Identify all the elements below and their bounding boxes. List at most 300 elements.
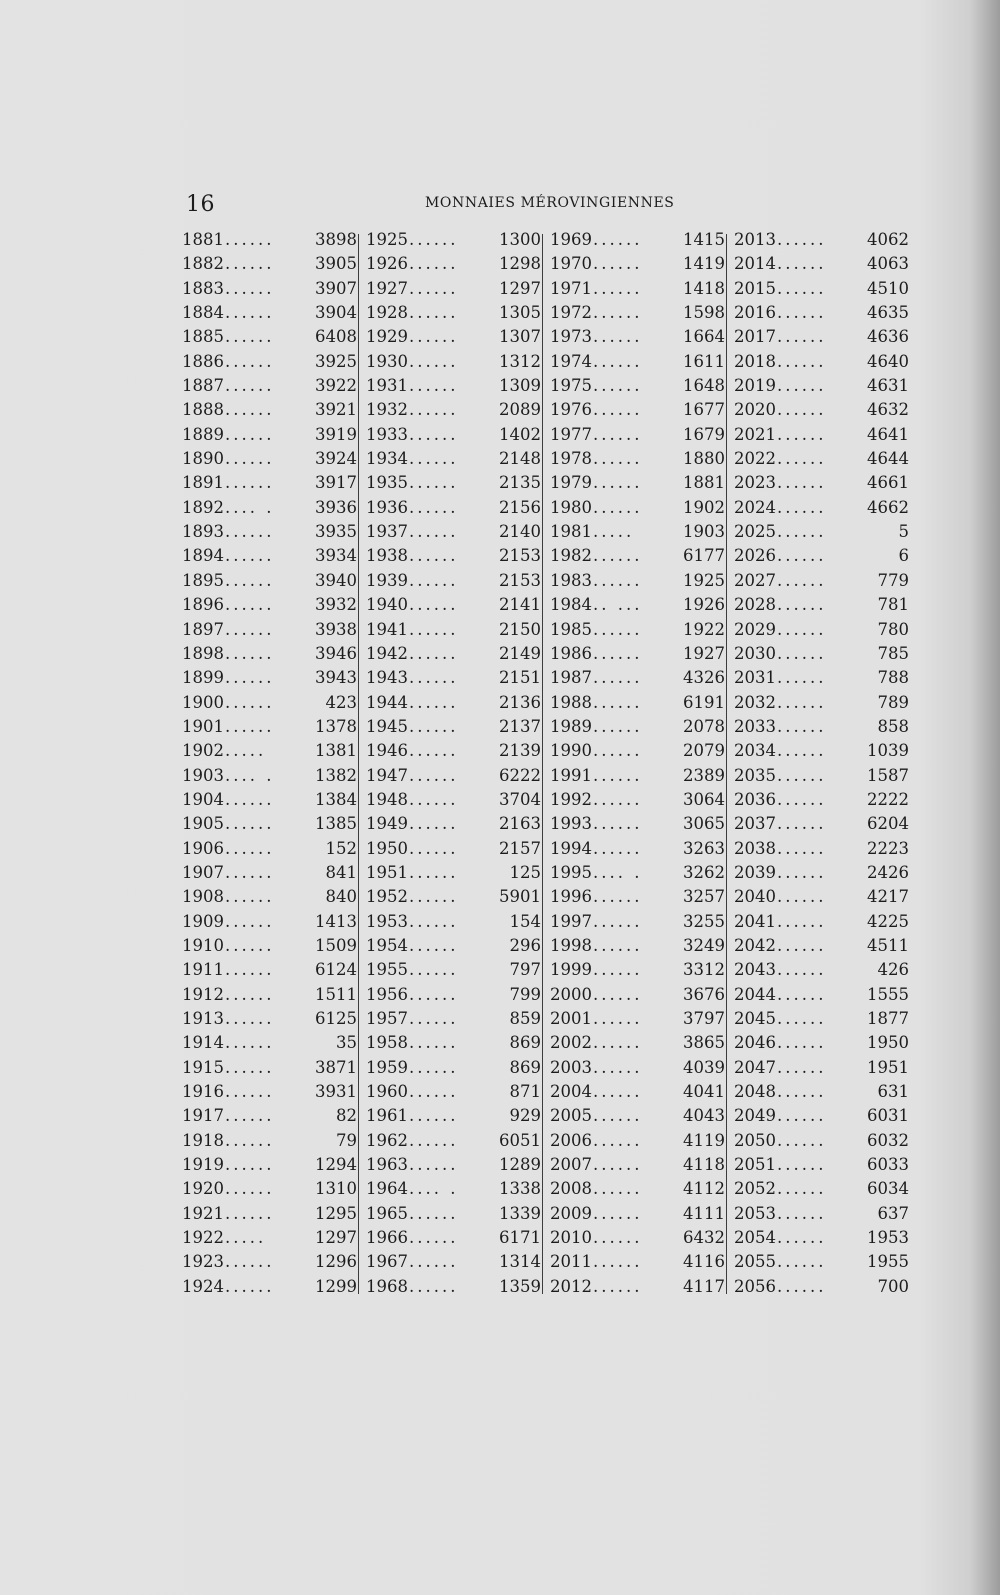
entry-number: 2018 [734,351,776,371]
catalogue-number: 3907 [315,278,357,298]
entry-number: 2042 [734,935,776,955]
catalogue-number: 2135 [499,473,541,493]
table-row [734,1106,909,1130]
catalogue-number: 4662 [867,497,909,517]
catalogue-number: 869 [509,1033,541,1053]
leader-dots: ...... [409,303,459,323]
entry-number: 2009 [550,1203,592,1223]
catalogue-number: 4117 [683,1276,725,1296]
entry-number: 1925 [366,230,408,249]
entry-number: 2055 [734,1252,776,1272]
entry-number: 1994 [550,838,592,858]
catalogue-number: 6177 [683,546,725,566]
catalogue-number: 788 [877,668,909,688]
entry-number: 1905 [182,814,224,834]
entry-number: 2010 [550,1228,592,1248]
table-row [550,693,725,717]
table-row [366,741,541,765]
table-row [366,1228,541,1252]
catalogue-number: 1926 [683,595,725,615]
table-row [182,473,357,497]
table-row [734,863,909,887]
leader-dots: ...... [409,424,459,444]
catalogue-number: 785 [877,643,909,663]
leader-dots: ...... [777,1082,827,1102]
catalogue-number: 3932 [315,595,357,615]
catalogue-number: 1299 [315,1276,357,1296]
entry-number: 1979 [550,473,592,493]
catalogue-number: 3919 [315,424,357,444]
table-row [734,912,909,936]
table-row [734,449,909,473]
leader-dots: ...... [409,1228,459,1248]
table-row [366,668,541,692]
leader-dots: ...... [409,522,459,542]
entry-number: 1918 [182,1130,224,1150]
table-row [550,254,725,278]
catalogue-number: 4217 [867,887,909,907]
catalogue-number: 1289 [499,1155,541,1175]
table-row [182,814,357,838]
table-row [550,814,725,838]
catalogue-number: 3865 [683,1033,725,1053]
entry-number: 1991 [550,765,592,785]
entry-number: 2021 [734,424,776,444]
leader-dots: ...... [593,278,643,298]
leader-dots: ...... [409,960,459,980]
entry-number: 2040 [734,887,776,907]
leader-dots: ...... [409,692,459,712]
leader-dots: ...... [409,1155,459,1175]
catalogue-number: 1413 [315,911,357,931]
table-row [182,863,357,887]
catalogue-number: 1880 [683,449,725,469]
entry-number: 1932 [366,400,408,420]
catalogue-number: 6222 [499,765,541,785]
entry-number: 1977 [550,424,592,444]
table-row [734,546,909,570]
table-column-4 [734,230,909,1301]
table-row [366,230,541,254]
catalogue-number: 1300 [499,230,541,249]
entry-number: 1903 [182,765,224,785]
entry-number: 2020 [734,400,776,420]
catalogue-number: 3065 [683,814,725,834]
catalogue-number: 797 [509,960,541,980]
entry-number: 1996 [550,887,592,907]
leader-dots: ...... [593,1252,643,1272]
entry-number: 2047 [734,1057,776,1077]
catalogue-number: 2078 [683,716,725,736]
entry-number: 1910 [182,935,224,955]
table-row [550,936,725,960]
table-row [734,741,909,765]
entry-number: 1985 [550,619,592,639]
leader-dots: ...... [777,1179,827,1199]
leader-dots: ...... [409,838,459,858]
catalogue-number: 3943 [315,668,357,688]
table-row [366,498,541,522]
entry-number: 1890 [182,449,224,469]
catalogue-number: 4225 [867,911,909,931]
entry-number: 2053 [734,1203,776,1223]
table-row [182,1082,357,1106]
table-row [366,936,541,960]
leader-dots: ...... [409,911,459,931]
table-row [734,1082,909,1106]
table-row [550,741,725,765]
catalogue-number: 4635 [867,303,909,323]
entry-number: 1909 [182,911,224,931]
catalogue-number: 4111 [683,1203,725,1223]
table-row [734,230,909,254]
leader-dots: ...... [225,960,275,980]
entry-number: 1975 [550,376,592,396]
leader-dots: ...... [593,1009,643,1028]
leader-dots: ...... [593,1155,643,1175]
catalogue-number: 1309 [499,376,541,396]
catalogue-number: 3905 [315,254,357,274]
table-row [182,887,357,911]
table-row [366,863,541,887]
leader-dots: ...... [593,303,643,323]
catalogue-number: 799 [509,984,541,1004]
entry-number: 1928 [366,303,408,323]
leader-dots: ...... [777,303,827,323]
table-row [550,1204,725,1228]
entry-number: 1968 [366,1276,408,1296]
entry-number: 2032 [734,692,776,712]
leader-dots: ...... [409,230,459,249]
entry-number: 2011 [550,1252,592,1272]
entry-number: 1921 [182,1203,224,1223]
table-row [366,1155,541,1179]
table-row [734,498,909,522]
entry-number: 1958 [366,1033,408,1053]
table-row [366,790,541,814]
leader-dots: ...... [225,1203,275,1223]
catalogue-number: 1297 [315,1228,357,1248]
catalogue-number: 3936 [315,497,357,517]
leader-dots: ...... [409,449,459,469]
catalogue-number: 4326 [683,668,725,688]
entry-number: 2026 [734,546,776,566]
catalogue-number: 5901 [499,887,541,907]
catalogue-number: 5 [898,522,909,542]
leader-dots: ...... [777,424,827,444]
entry-number: 1891 [182,473,224,493]
catalogue-number: 6 [898,546,909,566]
leader-dots: ...... [409,278,459,298]
table-row [550,1179,725,1203]
catalogue-number: 1664 [683,327,725,347]
catalogue-number: 1679 [683,424,725,444]
catalogue-number: 3262 [683,862,725,882]
table-row [550,400,725,424]
catalogue-number: 2148 [499,449,541,469]
catalogue-number: 871 [509,1082,541,1102]
table-row [550,766,725,790]
entry-number: 1953 [366,911,408,931]
leader-dots: ...... [777,1057,827,1077]
entry-number: 1982 [550,546,592,566]
entry-number: 2015 [734,278,776,298]
leader-dots: ...... [225,887,275,907]
catalogue-number: 3257 [683,887,725,907]
table-row [734,571,909,595]
leader-dots: ...... [225,1057,275,1077]
catalogue-number: 2151 [499,668,541,688]
entry-number: 1899 [182,668,224,688]
table-row [734,1131,909,1155]
table-row [550,620,725,644]
catalogue-number: 2079 [683,741,725,761]
entry-number: 1885 [182,327,224,347]
leader-dots: ...... [225,838,275,858]
catalogue-number: 1296 [315,1252,357,1272]
table-row [550,279,725,303]
leader-dots: ...... [777,838,827,858]
catalogue-number: 6033 [867,1155,909,1175]
table-row [366,644,541,668]
leader-dots: ...... [225,911,275,931]
catalogue-number: 1310 [315,1179,357,1199]
table-row [182,303,357,327]
table-row [550,303,725,327]
entry-number: 1900 [182,692,224,712]
catalogue-number: 1384 [315,789,357,809]
leader-dots: .... . [409,1179,459,1199]
catalogue-number: 2156 [499,497,541,517]
leader-dots: ...... [777,449,827,469]
catalogue-number: 1903 [683,522,725,542]
entry-number: 1924 [182,1276,224,1296]
table-row [182,522,357,546]
leader-dots: ...... [593,984,643,1004]
catalogue-number: 1338 [499,1179,541,1199]
leader-dots: ...... [593,1106,643,1126]
catalogue-number: 2140 [499,522,541,542]
catalogue-number: 6171 [499,1228,541,1248]
table-row [734,693,909,717]
entry-number: 2043 [734,960,776,980]
entry-number: 1920 [182,1179,224,1199]
table-row [734,1204,909,1228]
entry-number: 1976 [550,400,592,420]
catalogue-number: 4118 [683,1155,725,1175]
leader-dots: ...... [777,1252,827,1272]
catalogue-number: 1314 [499,1252,541,1272]
leader-dots: ...... [225,1106,275,1126]
leader-dots: ...... [225,668,275,688]
catalogue-number: 1511 [315,984,357,1004]
leader-dots: ...... [409,789,459,809]
table-row [550,644,725,668]
table-row [366,400,541,424]
entry-number: 1957 [366,1009,408,1028]
leader-dots: ...... [409,741,459,761]
table-row [734,1277,909,1301]
table-row [182,741,357,765]
table-row [182,327,357,351]
leader-dots: ...... [409,497,459,517]
entry-number: 1965 [366,1203,408,1223]
table-row [550,985,725,1009]
leader-dots: ...... [225,1033,275,1053]
leader-dots: ...... [593,449,643,469]
table-row [182,595,357,619]
entry-number: 2002 [550,1033,592,1053]
table-row [550,230,725,254]
entry-number: 1999 [550,960,592,980]
catalogue-number: 3263 [683,838,725,858]
catalogue-number: 4119 [683,1130,725,1150]
catalogue-number: 1925 [683,570,725,590]
catalogue-number: 929 [509,1106,541,1126]
leader-dots: ..... [225,1228,267,1248]
leader-dots: ...... [593,546,643,566]
leader-dots: ...... [409,1082,459,1102]
table-row [734,1033,909,1057]
table-row [182,1131,357,1155]
catalogue-number: 1611 [683,351,725,371]
entry-number: 2036 [734,789,776,809]
table-row [734,1009,909,1033]
leader-dots: ...... [593,692,643,712]
leader-dots: ...... [593,1082,643,1102]
leader-dots: ...... [593,814,643,834]
entry-number: 1929 [366,327,408,347]
table-row [366,1009,541,1033]
leader-dots: ...... [777,643,827,663]
entry-number: 1942 [366,643,408,663]
leader-dots: ...... [225,278,275,298]
catalogue-number: 6124 [315,960,357,980]
table-row [182,498,357,522]
entry-number: 1974 [550,351,592,371]
catalogue-number: 1902 [683,497,725,517]
table-row [550,839,725,863]
entry-number: 1995 [550,862,592,882]
entry-number: 1981 [550,522,592,542]
table-row [734,473,909,497]
catalogue-number: 2150 [499,619,541,639]
entry-number: 1948 [366,789,408,809]
entry-number: 1911 [182,960,224,980]
entry-number: 2025 [734,522,776,542]
table-row [182,693,357,717]
entry-number: 2052 [734,1179,776,1199]
leader-dots: ...... [225,595,275,615]
entry-number: 2000 [550,984,592,1004]
entry-number: 1916 [182,1082,224,1102]
leader-dots: ...... [409,887,459,907]
leader-dots: ...... [409,351,459,371]
catalogue-number: 3898 [315,230,357,249]
table-row [550,960,725,984]
entry-number: 1933 [366,424,408,444]
catalogue-number: 3904 [315,303,357,323]
leader-dots: ...... [409,1130,459,1150]
catalogue-number: 3924 [315,449,357,469]
entry-number: 1945 [366,716,408,736]
catalogue-number: 1359 [499,1276,541,1296]
entry-number: 1962 [366,1130,408,1150]
table-row [366,693,541,717]
table-row [734,668,909,692]
table-row [734,839,909,863]
entry-number: 1917 [182,1106,224,1126]
leader-dots: ...... [777,1009,827,1028]
catalogue-number: 631 [877,1082,909,1102]
leader-dots: ...... [409,619,459,639]
catalogue-number: 4644 [867,449,909,469]
catalogue-number: 2223 [867,838,909,858]
table-row [366,254,541,278]
table-row [550,1082,725,1106]
catalogue-number: 6432 [683,1228,725,1248]
entry-number: 2013 [734,230,776,249]
leader-dots: ...... [225,716,275,736]
catalogue-number: 82 [336,1106,357,1126]
table-row [550,1155,725,1179]
leader-dots: ...... [777,522,827,542]
leader-dots: .... . [593,862,643,882]
catalogue-number: 3925 [315,351,357,371]
leader-dots: ...... [777,765,827,785]
leader-dots: ...... [777,400,827,420]
catalogue-number: 426 [877,960,909,980]
table-row [366,1106,541,1130]
entry-number: 1883 [182,278,224,298]
table-row [366,571,541,595]
table-row [366,546,541,570]
table-row [366,1058,541,1082]
table-row [182,644,357,668]
table-row [182,717,357,741]
catalogue-number: 840 [325,887,357,907]
leader-dots: ...... [777,546,827,566]
table-row [366,376,541,400]
table-row [550,1252,725,1276]
catalogue-number: 4112 [683,1179,725,1199]
leader-dots: ...... [409,595,459,615]
table-row [182,352,357,376]
table-row [182,1058,357,1082]
leader-dots: ...... [593,1228,643,1248]
leader-dots: ...... [593,1179,643,1199]
entry-number: 2041 [734,911,776,931]
table-row [366,352,541,376]
leader-dots: ...... [225,984,275,1004]
entry-number: 1884 [182,303,224,323]
table-row [182,425,357,449]
leader-dots: ...... [593,1130,643,1150]
entry-number: 2030 [734,643,776,663]
table-row [550,546,725,570]
column-divider [726,234,727,1294]
catalogue-number: 3255 [683,911,725,931]
entry-number: 1914 [182,1033,224,1053]
leader-dots: ...... [409,668,459,688]
catalogue-number: 296 [509,935,541,955]
catalogue-number: 1951 [867,1057,909,1077]
table-row [734,522,909,546]
leader-dots: ...... [409,643,459,663]
table-row [550,912,725,936]
entry-number: 2039 [734,862,776,882]
entry-number: 1936 [366,497,408,517]
